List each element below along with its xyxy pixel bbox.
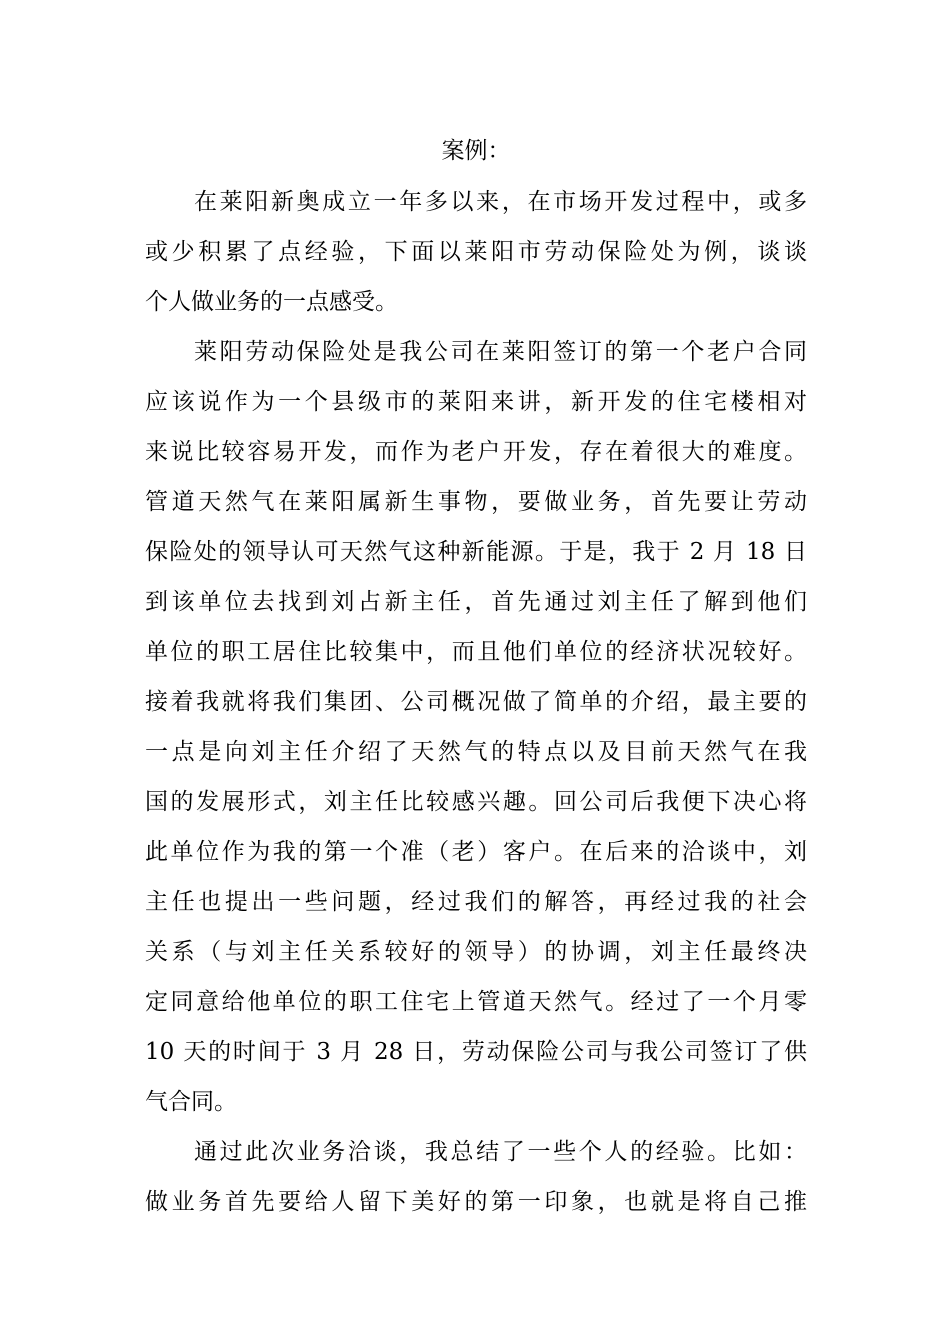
paragraph-line: 到该单位去找到刘占新主任，首先通过刘主任了解到他们 [145, 589, 807, 615]
paragraph-2 [145, 327, 807, 1127]
paragraph-line: 一点是向刘主任介绍了天然气的特点以及目前天然气在我 [145, 739, 807, 765]
paragraph-line: 通过此次业务洽谈，我总结了一些个人的经验。比如： [194, 1139, 807, 1165]
paragraph-line: 单位的职工居住比较集中，而且他们单位的经济状况较好。 [145, 639, 807, 665]
paragraph-line: 应该说作为一个县级市的莱阳来讲，新开发的住宅楼相对 [145, 389, 807, 415]
paragraph-line: 或少积累了点经验，下面以莱阳市劳动保险处为例，谈谈 [145, 239, 807, 265]
paragraph-line: 气合同。 [145, 1089, 237, 1115]
paragraph-line: 定同意给他单位的职工住宅上管道天然气。经过了一个月零 [145, 989, 807, 1015]
paragraph-line: 个人做业务的一点感受。 [145, 289, 398, 315]
paragraph-line: 管道天然气在莱阳属新生事物，要做业务，首先要让劳动 [145, 489, 807, 515]
paragraph-line: 做业务首先要给人留下美好的第一印象，也就是将自己推 [145, 1189, 807, 1215]
paragraph-3 [145, 1127, 807, 1227]
paragraph-line: 国的发展形式，刘主任比较感兴趣。回公司后我便下决心将 [145, 789, 807, 815]
paragraph-line: 来说比较容易开发，而作为老户开发，存在着很大的难度。 [145, 439, 807, 465]
paragraph-line: 主任也提出一些问题，经过我们的解答，再经过我的社会 [145, 889, 807, 915]
document-title: 案例： [441, 138, 511, 164]
paragraph-line: 接着我就将我们集团、公司概况做了简单的介绍，最主要的 [145, 689, 807, 715]
paragraph-line: 在莱阳新奥成立一年多以来，在市场开发过程中，或多 [194, 189, 807, 215]
paragraph-line: 莱阳劳动保险处是我公司在莱阳签订的第一个老户合同 [194, 339, 807, 365]
document-body [145, 125, 807, 1227]
paragraph-line: 10 天的时间于 3 月 28 日，劳动保险公司与我公司签订了供 [145, 1039, 807, 1065]
paragraph-line: 保险处的领导认可天然气这种新能源。于是，我于 2 月 18 日 [145, 539, 807, 565]
paragraph-line: 关系（与刘主任关系较好的领导）的协调，刘主任最终决 [145, 939, 807, 965]
paragraph-line: 此单位作为我的第一个准（老）客户。在后来的洽谈中，刘 [145, 839, 807, 865]
paragraph-1 [145, 177, 807, 327]
